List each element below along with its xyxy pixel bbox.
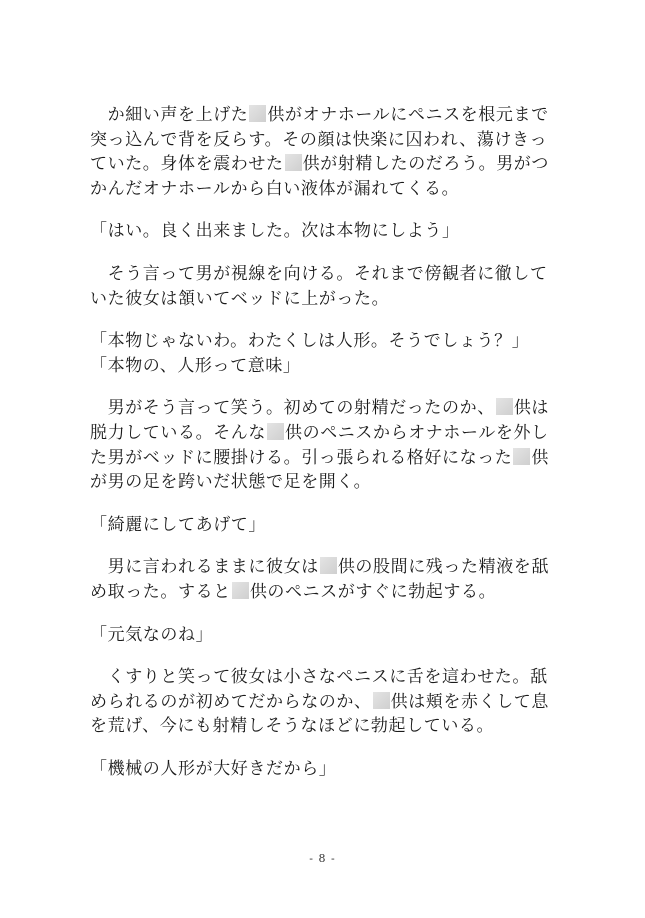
text-line <box>90 177 570 202</box>
text-segment: か細い声を上げた <box>90 105 249 125</box>
paragraph-gap <box>90 739 570 757</box>
paragraph-gap <box>90 495 570 513</box>
text-line <box>90 219 570 244</box>
text-line <box>90 470 570 495</box>
text-segment: め取った。すると <box>90 581 231 602</box>
text-segment: 供は頬を赤くして息 <box>390 691 550 712</box>
paragraph-gap <box>90 201 570 219</box>
text-line <box>90 714 570 739</box>
text-segment: 供のペニスがすぐに勃起する。 <box>249 581 497 602</box>
text-line <box>90 396 570 421</box>
text-segment: 「本物の、人形って意味」 <box>90 355 301 376</box>
text-segment: 「本物じゃないわ。わたくしは人形。そうでしょう？」 <box>90 331 530 352</box>
text-line <box>90 513 570 538</box>
censor-block <box>373 692 390 709</box>
paragraph-gap <box>90 311 570 329</box>
text-line <box>90 103 570 128</box>
text-segment: かんだオナホールから白い液体が漏れてくる。 <box>90 178 460 199</box>
text-line <box>90 262 570 287</box>
censor-block <box>249 105 266 122</box>
paragraph <box>90 103 570 201</box>
paragraph-gap <box>90 537 570 555</box>
text-segment: 突っ込んで背を反らす。その顔は快楽に囚われ、蕩けきっ <box>90 129 548 150</box>
text-line <box>90 580 570 605</box>
text-line <box>90 690 570 715</box>
text-line <box>90 128 570 153</box>
text-line <box>90 329 570 354</box>
paragraph <box>90 665 570 739</box>
text-segment: た男がベッドに腰掛ける。引っ張られる格好になった <box>90 447 513 468</box>
text-line <box>90 623 570 648</box>
text-line <box>90 665 570 690</box>
paragraph <box>90 623 570 648</box>
censor-block <box>232 582 249 599</box>
censor-block <box>320 557 337 574</box>
text-segment: 「綺麗にしてあげて」 <box>90 514 266 535</box>
text-segment: を荒げ、今にも射精しそうなほどに勃起している。 <box>90 716 495 737</box>
paragraph <box>90 219 570 244</box>
text-line <box>90 287 570 312</box>
document-body <box>90 103 570 781</box>
page-number: - 8 - <box>309 852 336 865</box>
text-line <box>90 555 570 580</box>
text-segment: くすりと笑って彼女は小さなペニスに舌を這わせた。舐 <box>90 667 548 688</box>
text-segment: 男がそう言って笑う。初めての射精だったのか、 <box>90 398 495 419</box>
text-segment: ていた。身体を震わせた <box>90 154 284 175</box>
paragraph-gap <box>90 647 570 665</box>
text-segment: 「元気なのね」 <box>90 624 214 645</box>
paragraph <box>90 396 570 494</box>
text-segment: いた彼女は頷いてベッドに上がった。 <box>90 288 390 309</box>
censor-block <box>496 398 513 415</box>
text-line <box>90 152 570 177</box>
text-segment: 供がオナホールにペニスを根元まで <box>267 105 549 125</box>
paragraph-gap <box>90 244 570 262</box>
text-segment: 「機械の人形が大好きだから」 <box>90 758 337 779</box>
paragraph <box>90 262 570 311</box>
text-segment: 供 <box>531 447 550 468</box>
text-segment: 脱力している。そんな <box>90 422 266 443</box>
text-segment: 男に言われるままに彼女は <box>90 557 319 578</box>
paragraph-gap <box>90 378 570 396</box>
paragraph-gap <box>90 605 570 623</box>
text-line <box>90 446 570 471</box>
censor-block <box>513 448 530 465</box>
paragraph <box>90 329 570 378</box>
paragraph <box>90 555 570 604</box>
text-segment: 供が射精したのだろう。男がつ <box>302 154 550 175</box>
paragraph <box>90 757 570 782</box>
text-line <box>90 757 570 782</box>
text-segment: が男の足を跨いだ状態で足を開く。 <box>90 472 372 493</box>
text-line <box>90 354 570 379</box>
text-line <box>90 421 570 446</box>
censor-block <box>267 423 284 440</box>
text-segment: 供のペニスからオナホールを外し <box>285 422 549 443</box>
text-segment: 供の股間に残った精液を舐 <box>337 557 550 578</box>
text-segment: められるのが初めてだからなのか、 <box>90 691 372 712</box>
paragraph <box>90 513 570 538</box>
text-segment: 供は <box>513 398 550 419</box>
text-segment: そう言って男が視線を向ける。それまで傍観者に徹して <box>90 263 548 284</box>
text-segment: 「はい。良く出来ました。次は本物にしよう」 <box>90 221 460 242</box>
censor-block <box>285 154 302 171</box>
